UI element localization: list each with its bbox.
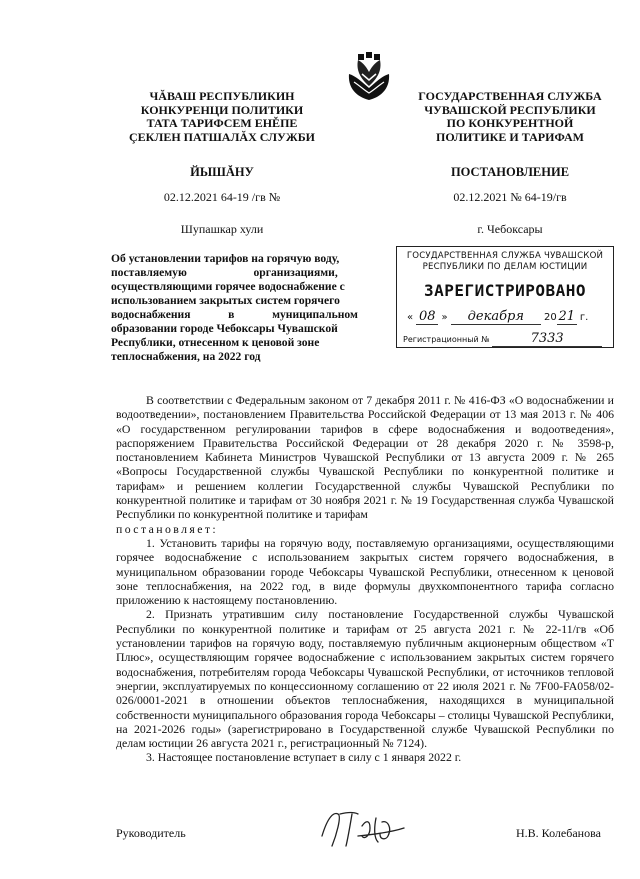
header-right-line: ПО КОНКУРЕНТНОЙ — [446, 116, 574, 130]
preamble: В соответствии с Федеральным законом от 7 декабря 2011 г. № 416-ФЗ «О водоснабжении и водоотведении», постановлением Правительства Российской Федерации от 13 мая 2013 г. № 406 «О государственном регулировании тарифов в сфере водоснабжения и водоотведения», распоряжением Правительства Российской Федерации от 28 декабря 2020 г. № 3598-р, постановлением Кабинета Министров Чувашской Республики от 13 августа 2009 г. № 265 «Вопросы Государственной службы Чувашской Республики по конкурентной политике и тарифам» и решением коллегии Государственной службы Чувашской Республики по конкурентной политике и тарифам от 30 ноября 2021 г. № 19 Государственная служба Чувашской Республики по конкурентной политике и тарифам — [116, 393, 614, 522]
header-left — [108, 90, 336, 144]
title-line: Республики, отнесенном к ценовой зоне — [111, 336, 320, 349]
stamp-year: 21 — [558, 309, 575, 324]
title-line: образовании городе Чебоксары Чувашской — [111, 322, 338, 335]
stamp-date: « 08 » декабря 20 21 г. — [407, 309, 589, 324]
title-line: осуществляющими горячее водоснабжение с — [111, 280, 345, 293]
item-3: 3. Настоящее постановление вступает в силу с 1 января 2022 г. — [146, 750, 462, 765]
document-body — [116, 393, 614, 765]
title-line: поставляемую организациями, — [111, 266, 338, 279]
city-left: Шупашкар хули — [180, 222, 264, 236]
stamp-month: декабря — [451, 309, 541, 325]
decree-word: постановляет: — [116, 521, 219, 536]
doc-type-left: ЙЫШĂНУ — [190, 165, 254, 179]
title-line: Об установлении тарифов на горячую воду, — [111, 252, 340, 265]
stamp-reg-label: Регистрационный № — [403, 335, 490, 344]
stamp-org-line: ГОСУДАРСТВЕННАЯ СЛУЖБА ЧУВАШСКОЙ — [406, 251, 604, 261]
title-line: теплоснабжения, на 2022 год — [111, 350, 261, 363]
signature-role: Руководитель — [116, 826, 186, 840]
city-right: г. Чебоксары — [477, 222, 543, 236]
handwritten-signature — [318, 806, 408, 850]
stamp-day: 08 — [416, 309, 438, 325]
stamp-reg — [403, 331, 602, 347]
header-right-line: ГОСУДАРСТВЕННАЯ СЛУЖБА — [418, 89, 602, 103]
stamp-org-line: РЕСПУБЛИКИ ПО ДЕЛАМ ЮСТИЦИИ — [422, 262, 588, 272]
emblem-icon — [346, 52, 392, 102]
doc-type-right: ПОСТАНОВЛЕНИЕ — [450, 165, 570, 179]
item-2: 2. Признать утратившим силу постановление Государственной службы Чувашской Республики по конкурентной политике и тарифам от 25 августа 2021 г. № 22-11/гв «Об установлении тарифов на горячую воду, поставляемую публичным акционерным обществом «Т Плюс», осуществляющим горячее водоснабжение с использованием закрытых систем горячего водоснабжения, потребителям города Чебоксары Чувашской Республики, от источников тепловой энергии, эксплуатируемых по концессионному соглашению от 22 июля 2021 г. № 7F00-FA058/02-026/0001-2021 в отношении объектов теплоснабжения, находящихся в муниципальной собственности муниципального образования города Чебоксары – столицы Чувашской Республики, на 2021-2026 годы» (зарегистрировано в Государственной службе Чувашской Республики по делам юстиции 26 августа 2021 г., регистрационный № 7124). — [116, 607, 614, 751]
document-title — [111, 252, 373, 364]
header-right — [408, 90, 612, 144]
stamp-status: ЗАРЕГИСТРИРОВАНО — [423, 281, 587, 300]
header-left-line: ЧĂВАШ РЕСПУБЛИКИН — [149, 89, 295, 103]
title-line: использованием закрытых систем горячего — [111, 294, 340, 307]
header-left-line: ТАТА ТАРИФСЕМ ЕНĚПЕ — [146, 116, 298, 130]
signature-name: Н.В. Колебанова — [516, 826, 601, 840]
registration-stamp — [396, 246, 614, 348]
header-left-line: КОНКУРЕНЦИ ПОЛИТИКИ — [140, 102, 304, 117]
header-right-line: ПОЛИТИКЕ И ТАРИФАМ — [435, 129, 584, 144]
date-number-left: 02.12.2021 64-19 /гв № — [163, 190, 281, 204]
title-line: водоснабжения в муниципальном — [111, 308, 358, 321]
date-number-right: 02.12.2021 № 64-19/гв — [453, 190, 567, 204]
item-1: 1. Установить тарифы на горячую воду, поставляемую организациями, осуществляющими горячее водоснабжение с использованием закрытых систем горячего водоснабжения, в муниципальном образовании городе Чебоксары Чувашской Республики, отнесенном к ценовой зоне теплоснабжения, на 2022 год, в виде формулы двухкомпонентного тарифа согласно приложению к настоящему постановлению. — [116, 535, 614, 608]
stamp-reg-number: 7333 — [492, 331, 602, 347]
header-left-line: ÇЕКЛЕН ПАТШАЛĂХ СЛУЖБИ — [129, 129, 315, 144]
header-right-line: ЧУВАШСКОЙ РЕСПУБЛИКИ — [424, 102, 596, 117]
